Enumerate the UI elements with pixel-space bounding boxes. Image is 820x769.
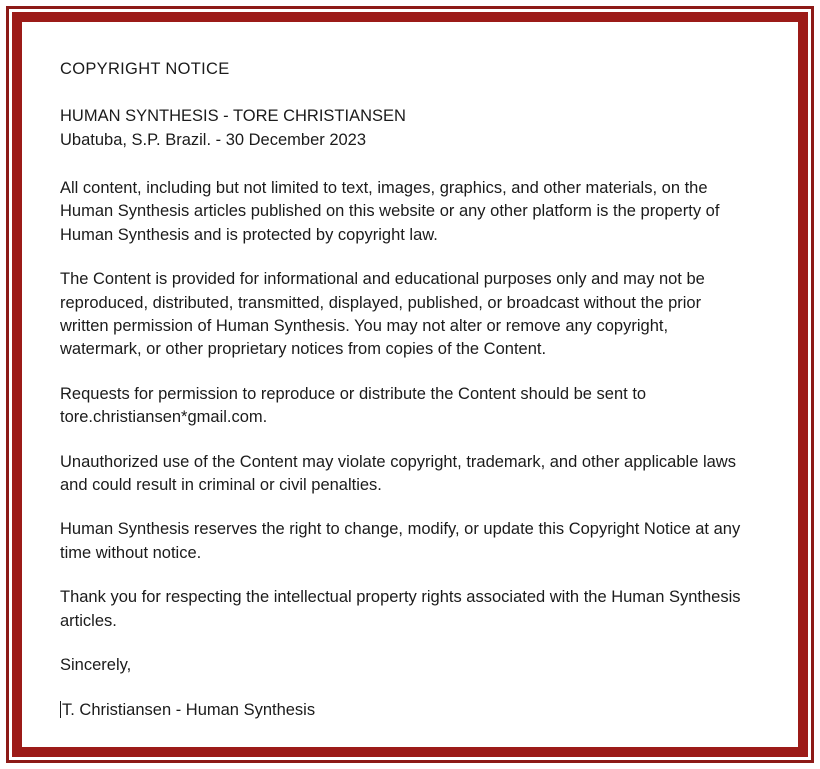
text-cursor-caret bbox=[60, 701, 61, 718]
paragraph-content-ownership: All content, including but not limited to text, images, graphics, and other materials, on the Human Synthesis articles published on this website or any other platform is the property of Human Synthesis and is protected by copyright law. bbox=[60, 178, 720, 244]
paragraph-usage-restrictions: The Content is provided for informational and educational purposes only and may not be reproduced, distributed, transmitted, displayed, published, or broadcast without the prior written permission of Human Synthesis. You may not alter or remove any copyright, watermark, or other proprietary notices from copies of the Content. bbox=[60, 270, 705, 359]
document-body bbox=[22, 22, 798, 747]
page-title: COPYRIGHT NOTICE bbox=[60, 60, 230, 78]
signature-text: T. Christiansen - Human Synthesis bbox=[62, 700, 316, 719]
signature-line bbox=[60, 699, 752, 722]
location-date-line: Ubatuba, S.P. Brazil. - 30 December 2023 bbox=[60, 130, 367, 149]
paragraph-permission-requests: Requests for permission to reproduce or distribute the Content should be sent to tore.christiansen*gmail.com. bbox=[60, 384, 647, 427]
paragraph-thank-you: Thank you for respecting the intellectual property rights associated with the Human Synthesis articles. bbox=[60, 588, 741, 630]
decorative-border-outer bbox=[6, 6, 814, 763]
paragraph-notice-changes: Human Synthesis reserves the right to change, modify, or update this Copyright Notice at any time without notice. bbox=[60, 520, 741, 562]
decorative-border-inner bbox=[12, 12, 808, 757]
author-line: HUMAN SYNTHESIS - TORE CHRISTIANSEN bbox=[60, 107, 406, 125]
paragraph-unauthorized-use: Unauthorized use of the Content may violate copyright, trademark, and other applicable laws and could result in criminal or civil penalties. bbox=[60, 452, 736, 495]
closing-line: Sincerely, bbox=[60, 656, 132, 675]
